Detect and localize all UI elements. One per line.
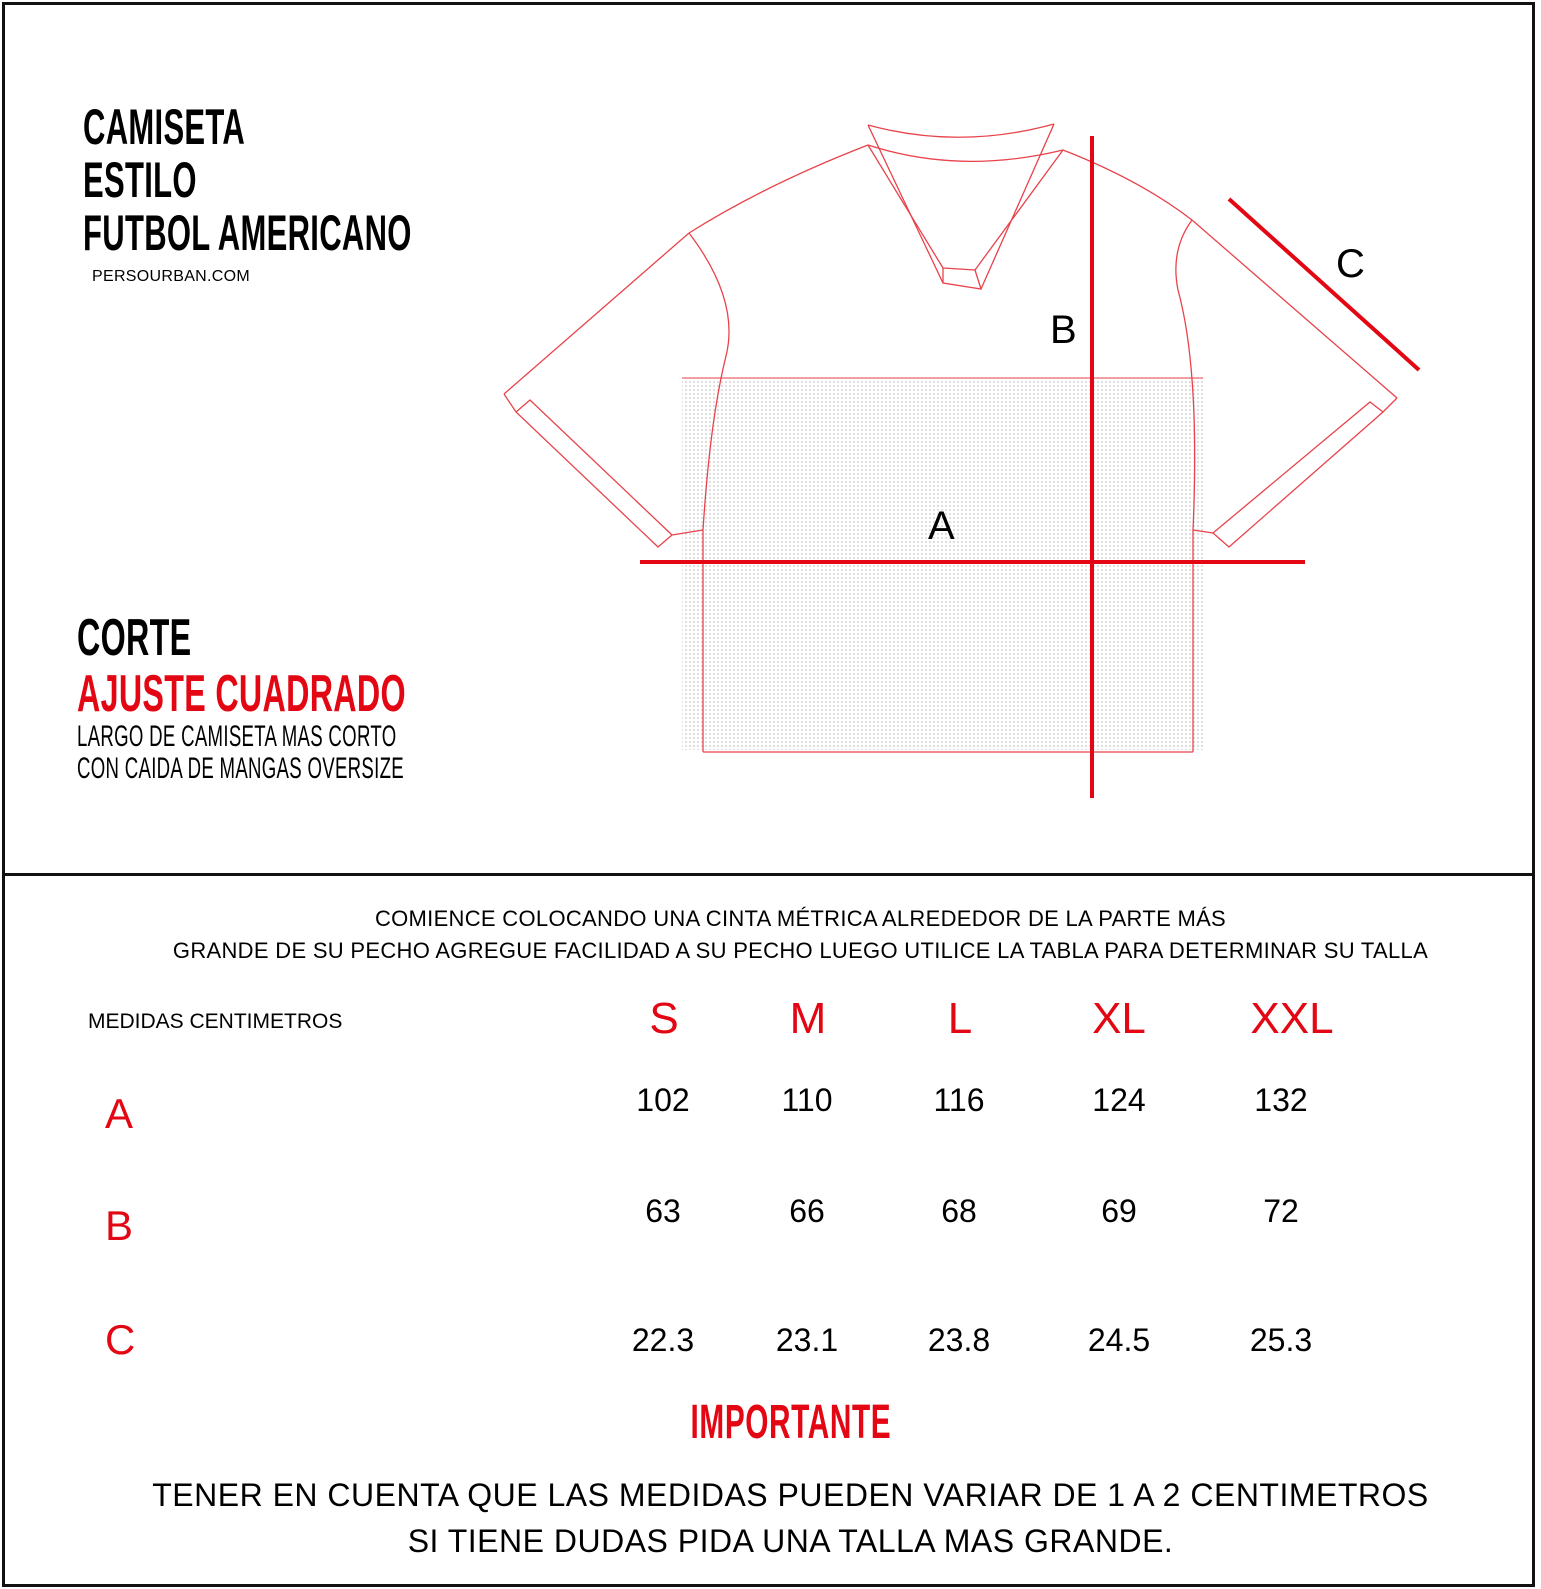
size-header-xl: XL (1092, 994, 1146, 1043)
row-label-b: B (105, 1202, 134, 1249)
measure-label-b: B (1050, 308, 1077, 352)
cell-a-l: 116 (933, 1082, 985, 1118)
size-header-s: S (649, 994, 679, 1043)
cell-c-s: 22.3 (631, 1322, 695, 1358)
size-header-xxl: XXL (1250, 994, 1334, 1043)
cut-description-line-2: CON CAIDA DE MANGAS OVERSIZE (77, 752, 405, 785)
cell-a-s: 102 (636, 1082, 690, 1118)
row-label-a: A (105, 1090, 134, 1137)
cut-description-line-1: LARGO DE CAMISETA MAS CORTO (77, 720, 397, 753)
site-url: PERSOURBAN.COM (92, 268, 250, 285)
measure-label-c: C (1336, 242, 1365, 286)
cell-b-xxl: 72 (1263, 1193, 1299, 1229)
measure-label-a: A (928, 504, 955, 548)
instruction-line-2: GRANDE DE SU PECHO AGREGUE FACILIDAD A SU PECHO LUEGO UTILICE LA TABLA PARA DETERMINAR SU TALLA (172, 938, 1429, 963)
cut-heading: CORTE (77, 609, 192, 667)
cell-a-m: 110 (781, 1082, 833, 1118)
cell-b-xl: 69 (1101, 1193, 1137, 1229)
title-line-3: FUTBOL AMERICANO (83, 205, 412, 261)
cell-c-xxl: 25.3 (1249, 1322, 1313, 1358)
cut-name: AJUSTE CUADRADO (77, 665, 406, 723)
cell-b-l: 68 (941, 1193, 977, 1229)
size-header-l: L (947, 994, 973, 1043)
instruction-line-1: COMIENCE COLOCANDO UNA CINTA MÉTRICA ALREDEDOR DE LA PARTE MÁS (374, 906, 1227, 931)
important-heading: IMPORTANTE (690, 1396, 891, 1449)
cell-a-xl: 124 (1092, 1082, 1146, 1118)
cell-b-m: 66 (789, 1193, 825, 1229)
size-header-m: M (789, 994, 827, 1043)
cell-a-xxl: 132 (1254, 1082, 1308, 1118)
cell-c-l: 23.8 (927, 1322, 991, 1358)
measure-line-c (1229, 199, 1419, 370)
cell-c-xl: 24.5 (1087, 1322, 1151, 1358)
units-label: MEDIDAS CENTIMETROS (88, 1010, 343, 1033)
cell-b-s: 63 (645, 1193, 681, 1229)
row-label-c: C (105, 1316, 136, 1363)
note-line-2: SI TIENE DUDAS PIDA UNA TALLA MAS GRANDE. (407, 1523, 1174, 1559)
title-line-2: ESTILO (83, 152, 197, 208)
cell-c-m: 23.1 (775, 1322, 839, 1358)
title-line-1: CAMISETA (83, 99, 246, 155)
note-line-1: TENER EN CUENTA QUE LAS MEDIDAS PUEDEN VARIAR DE 1 A 2 CENTIMETROS (152, 1477, 1429, 1513)
